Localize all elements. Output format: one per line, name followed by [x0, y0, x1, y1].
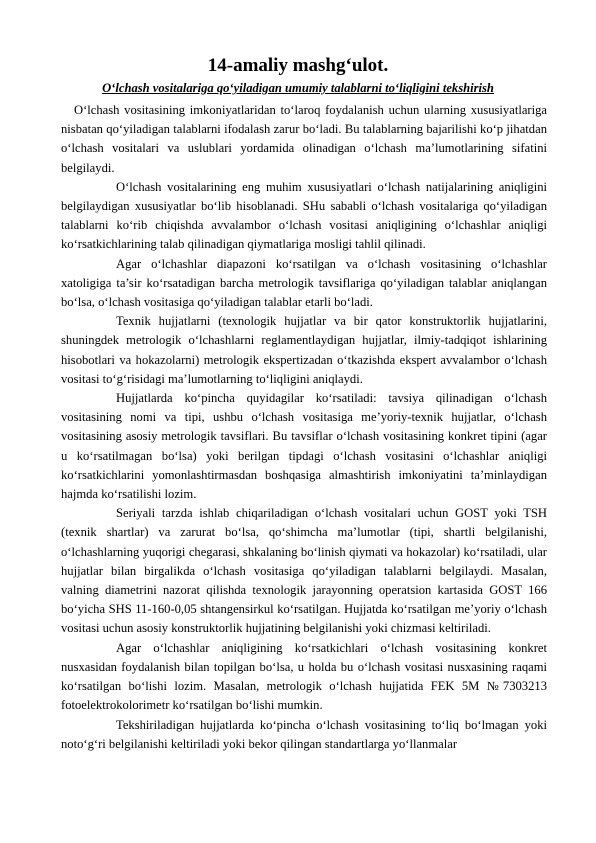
paragraph-6: Seriyali tarzda ishlab chiqariladigan o‘lchash vositalari uchun GOST yoki TSH (texnik shartlar) va zarurat bo‘lsa, qo‘shimcha ma’lumotlar (tipi, shartli belgilanishi, o‘lchashlarning yuqorigi chegarasi, shkalaning bo‘linish qiymati va hokazolar) ko‘rsatiladi, ular hujjatlar bilan birgalikda o‘lchash vositasiga qo‘yiladigan talablarni belgilaydi. Masalan, valning diametrini nazorat qilishda texnologik jarayonning operatsion kartasida GOST 166 bo‘yicha SHS 11-160-0,05 shtangensirkul ko‘rsatilgan. Hujjatda ko‘rsatilgan me’yoriy o‘lchash vositasi uchun asosiy konstruktorlik hujjatining belgilanishi yoki chizmasi keltiriladi. — [61, 506, 547, 636]
paragraph-4: Texnik hujjatlarni (texnologik hujjatlar va bir qator konstruktorlik hujjatlarini, shuningdek metrologik o‘lchashlarni reglamentlaydigan hujjatlar, ilmiy-tadqiqot ishlarining hisobotlari va hokazolarni) metrologik ekspertizadan o‘tkazishda ekspert avvalambor o‘lchash vositasi to‘g‘risidagi ma’lumotlarning to‘liqligini aniqlaydi. — [61, 314, 547, 386]
paragraph-8: Tekshiriladigan hujjatlarda ko‘pincha o‘lchash vositasining to‘liq bo‘lmagan yoki noto‘g‘ri belgilanishi keltiriladi yoki bekor qilingan standartlarga yo‘llanmalar — [61, 717, 547, 751]
body-text — [61, 101, 547, 754]
paragraph-3: Agar o‘lchashlar diapazoni ko‘rsatilgan va o‘lchash vositasining o‘lchashlar xatoligiga ta’sir ko‘rsatadigan barcha metrologik tavsiflariga qo‘yiladigan talablar aniqlangan bo‘lsa, o‘lchash vositasiga qo‘yiladigan talablar etarli bo‘ladi. — [61, 256, 547, 310]
paragraph-7: Agar o‘lchashlar aniqligining ko‘rsatkichlari o‘lchash vositasining konkret nusxasidan foydalanish bilan topilgan bo‘lsa, u holda bu o‘lchash vositasi nusxasining raqami ko‘rsatilgan bo‘lishi lozim. Masalan, metrologik o‘lchash hujjatida FEK 5M №7303213 fotoelektrokolorimetr ko‘rsatilgan bo‘lishi mumkin. — [61, 640, 547, 713]
paragraph-5: Hujjatlarda ko‘pincha quyidagilar ko‘rsatiladi: tavsiya qilinadigan o‘lchash vositasining nomi va tipi, ushbu o‘lchash vositasiga me’yoriy-texnik hujjatlar, o‘lchash vositasining asosiy metrologik tavsiflari. Bu tavsiflar o‘lchash vositasining konkret tipini (agar u ko‘rsatilmagan bo‘lsa) yoki berilgan tipdagi o‘lchash vositasini o‘lchashlar aniqligi ko‘rsatkichlarini yomonlashtirmasdan boshqasiga almashtirish imkoniyatini ta’minlaydigan hajmda ko‘rsatilishi lozim. — [61, 391, 547, 502]
paragraph-1: O‘lchash vositasining imkoniyatlaridan to‘laroq foydalanish uchun ularning xususiyatlariga nisbatan qo‘yiladigan talablarni ifodalash zarur bo‘ladi. Bu talablarning bajarilishi ko‘p jihatdan o‘lchash vositalari va uslublari yordamida olinadigan o‘lchash ma’lumotlarining sifatini belgilaydi. — [61, 103, 547, 175]
page-title: 14-amaliy mashg‘ulot. — [207, 55, 389, 76]
paragraph-2: O‘lchash vositalarining eng muhim xususiyatlari o‘lchash natijalarining aniqligini belgilaydigan xususiyatlar bo‘lib hisoblanadi. SHu sababli o‘lchash vositalariga qo‘yiladigan talablarni ko‘rib chiqishda avvalambor o‘lchash vositasi aniqligining o‘lchashlar aniqligi ko‘rsatkichlarining talab qilinadigan qiymatlariga mosligi tahlil qilinadi. — [61, 179, 547, 252]
page-subtitle: O‘lchash vositalariga qo‘yiladigan umumiy talablarni to‘liqligini tekshirish — [102, 81, 494, 95]
